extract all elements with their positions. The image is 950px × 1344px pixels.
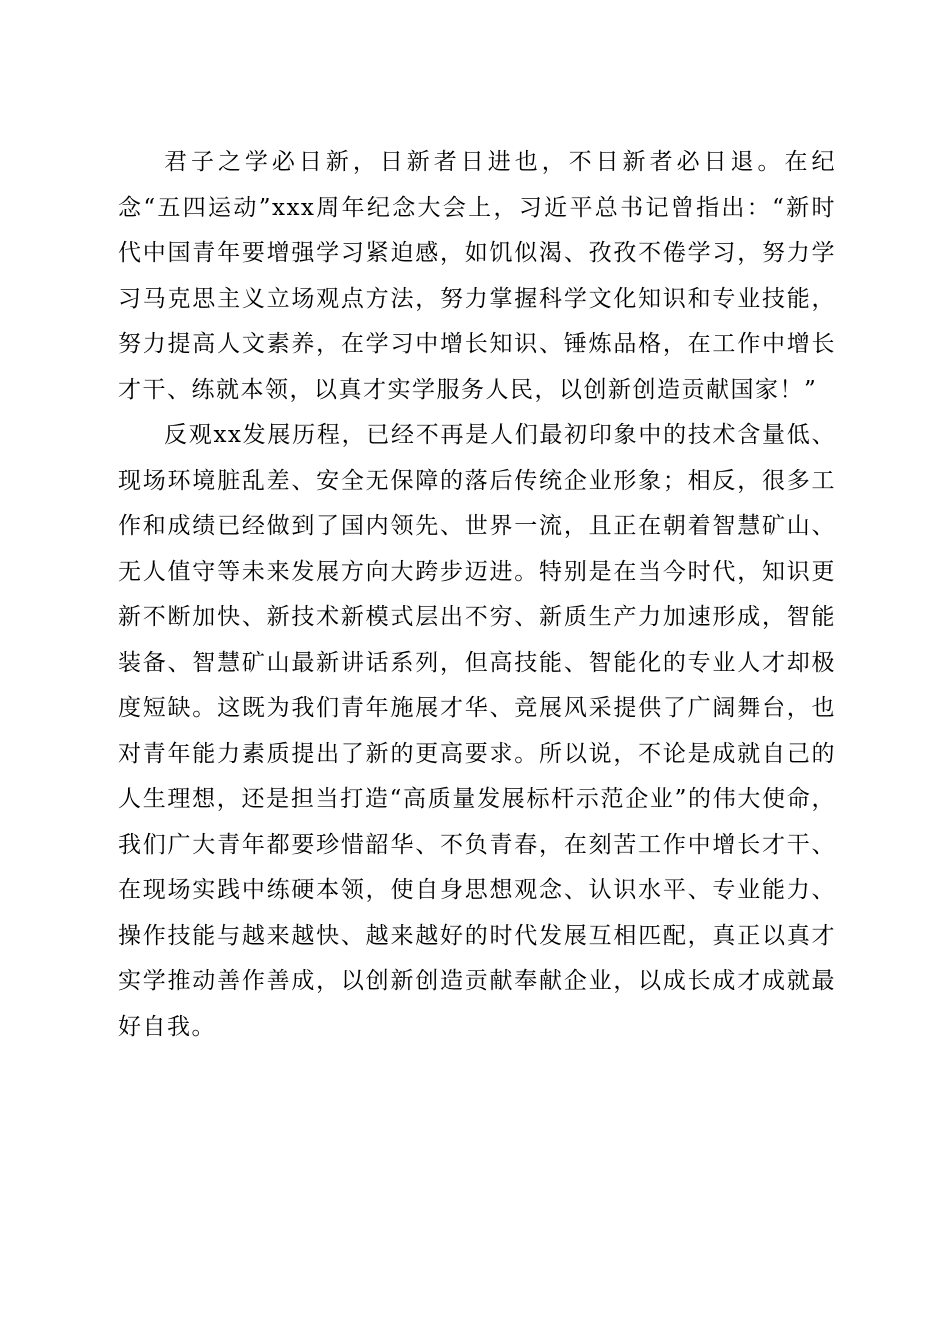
document-body	[118, 140, 836, 1050]
paragraph-1: 君子之学必日新，日新者日进也，不日新者必日退。在纪念“五四运动”xxx周年纪念大会上，习近平总书记曾指出：“新时代中国青年要增强学习紧迫感，如饥似渴、孜孜不倦学习，努力学习马克思主义立场观点方法，努力掌握科学文化知识和专业技能，努力提高人文素养，在学习中增长知识、锤炼品格，在工作中增长才干、练就本领，以真才实学服务人民，以创新创造贡献国家！”	[118, 149, 836, 403]
paragraph-2: 反观xx发展历程，已经不再是人们最初印象中的技术含量低、现场环境脏乱差、安全无保障的落后传统企业形象；相反，很多工作和成绩已经做到了国内领先、世界一流，且正在朝着智慧矿山、无人值守等未来发展方向大跨步迈进。特别是在当今时代，知识更新不断加快、新技术新模式层出不穷、新质生产力加速形成，智能装备、智慧矿山最新讲话系列，但高技能、智能化的专业人才却极度短缺。这既为我们青年施展才华、竞展风采提供了广阔舞台，也对青年能力素质提出了新的更高要求。所以说，不论是成就自己的人生理想，还是担当打造“高质量发展标杆示范企业”的伟大使命，我们广大青年都要珍惜韶华、不负青春，在刻苦工作中增长才干、在现场实践中练硬本领，使自身思想观念、认识水平、专业能力、操作技能与越来越快、越来越好的时代发展互相匹配，真正以真才实学推动善作善成，以创新创造贡献奉献企业，以成长成才成就最好自我。	[118, 422, 836, 1040]
